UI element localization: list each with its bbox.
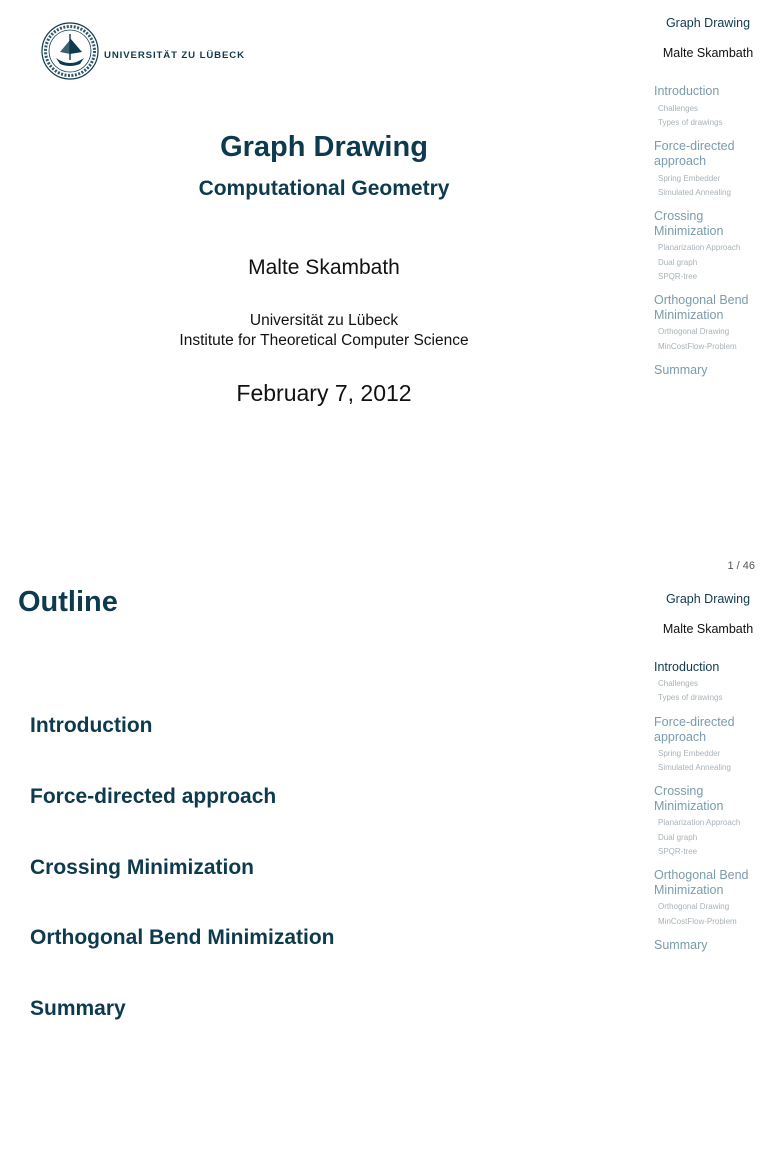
institute-line-2: Institute for Theoretical Computer Science (179, 332, 469, 349)
sidebar-section-crossing-minimization[interactable]: Crossing Minimization (654, 209, 724, 238)
sidebar-sub-planarization[interactable]: Planarization Approach (658, 243, 741, 252)
frame-title: Outline (18, 586, 118, 618)
sidebar-sub-orthogonal-drawing[interactable]: Orthogonal Drawing (658, 327, 730, 336)
sidebar-sub-orthogonal-drawing[interactable]: Orthogonal Drawing (658, 902, 730, 911)
sidebar-section-crossing-minimization[interactable]: Crossing Minimization (654, 784, 724, 813)
outline-item-force-directed[interactable]: Force-directed approach (30, 785, 277, 808)
outline-slide (0, 576, 768, 1152)
sidebar-sub-dual-graph[interactable]: Dual graph (658, 258, 698, 267)
presentation-author: Malte Skambath (248, 256, 400, 279)
sidebar-section-orthogonal-bend[interactable]: Orthogonal Bend Minimization (654, 293, 749, 322)
institute-line-1: Universität zu Lübeck (249, 312, 399, 329)
university-seal-icon (40, 18, 100, 84)
sidebar-sub-spring-embedder[interactable]: Spring Embedder (658, 749, 721, 758)
outline-item-crossing-minimization[interactable]: Crossing Minimization (30, 856, 255, 879)
sidebar-sub-simulated-annealing[interactable]: Simulated Annealing (658, 763, 731, 772)
outline-item-summary[interactable]: Summary (30, 997, 126, 1020)
sidebar-section-orthogonal-bend[interactable]: Orthogonal Bend Minimization (654, 868, 749, 897)
sidebar-sub-types-of-drawings[interactable]: Types of drawings (658, 693, 723, 702)
sidebar-section-introduction[interactable]: Introduction (654, 660, 720, 674)
page-number: 1 / 46 (727, 560, 755, 572)
presentation-subtitle: Computational Geometry (198, 177, 450, 200)
sidebar-sub-simulated-annealing[interactable]: Simulated Annealing (658, 188, 731, 197)
sidebar-sub-challenges[interactable]: Challenges (658, 104, 699, 113)
sidebar-sub-mincostflow[interactable]: MinCostFlow-Problem (658, 342, 737, 351)
sidebar-sub-spring-embedder[interactable]: Spring Embedder (658, 174, 721, 183)
sidebar-navigation (648, 0, 768, 576)
sidebar-sub-mincostflow[interactable]: MinCostFlow-Problem (658, 917, 737, 926)
university-logo-text: UNIVERSITÄT ZU LÜBECK (104, 50, 245, 61)
sidebar-sub-types-of-drawings[interactable]: Types of drawings (658, 118, 723, 127)
sidebar-sub-planarization[interactable]: Planarization Approach (658, 818, 741, 827)
sidebar-sub-dual-graph[interactable]: Dual graph (658, 833, 698, 842)
sidebar-section-introduction[interactable]: Introduction (654, 84, 720, 98)
sidebar-title[interactable]: Graph Drawing (665, 16, 751, 30)
sidebar-sub-spqr-tree[interactable]: SPQR-tree (658, 272, 698, 281)
sidebar-author[interactable]: Malte Skambath (662, 622, 754, 636)
outline-item-orthogonal-bend[interactable]: Orthogonal Bend Minimization (30, 926, 335, 949)
sidebar-section-force-directed[interactable]: Force-directed approach (654, 715, 735, 744)
sidebar-title[interactable]: Graph Drawing (665, 592, 751, 606)
presentation-title: Graph Drawing (220, 131, 428, 163)
outline-item-introduction[interactable]: Introduction (30, 714, 153, 737)
sidebar-author[interactable]: Malte Skambath (662, 46, 754, 60)
sidebar-sub-spqr-tree[interactable]: SPQR-tree (658, 847, 698, 856)
sidebar-section-force-directed[interactable]: Force-directed approach (654, 139, 735, 168)
sidebar-section-summary[interactable]: Summary (654, 938, 708, 952)
sidebar-section-summary[interactable]: Summary (654, 363, 708, 377)
presentation-date: February 7, 2012 (236, 380, 412, 406)
sidebar-navigation (648, 576, 768, 1152)
sidebar-sub-challenges[interactable]: Challenges (658, 679, 699, 688)
